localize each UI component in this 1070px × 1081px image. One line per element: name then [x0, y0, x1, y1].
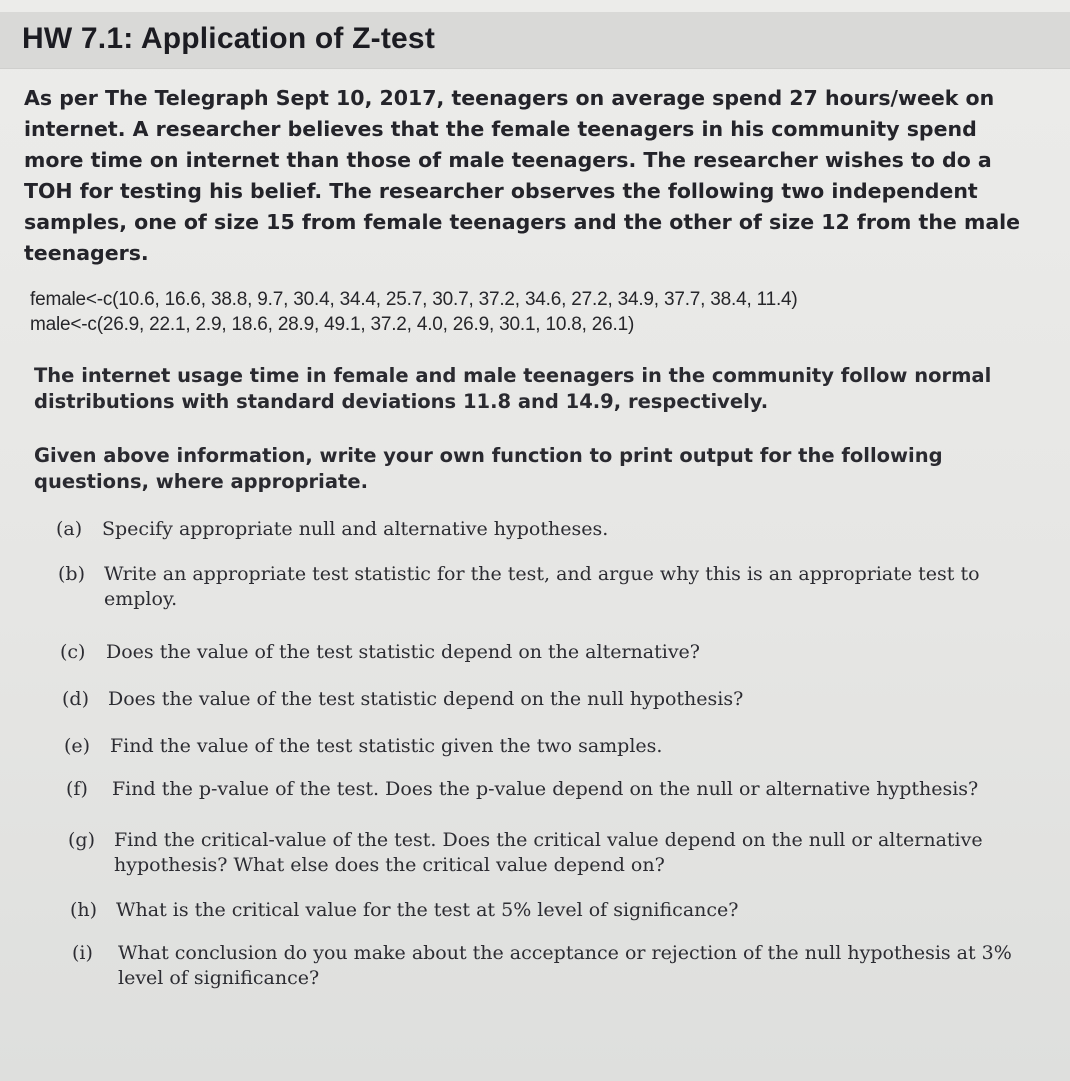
question-b [58, 562, 1030, 612]
question-text: Specify appropriate null and alternative hypotheses. [102, 518, 609, 540]
question-text: Find the value of the test statistic given the two samples. [110, 735, 663, 757]
page-title: HW 7.1: Application of Z-test [22, 22, 436, 55]
question-g [68, 828, 1030, 878]
question-text: Does the value of the test statistic depend on the alternative? [106, 641, 700, 663]
question-list [22, 517, 1030, 991]
question-letter: (c) [60, 641, 86, 663]
problem-intro: As per The Telegraph Sept 10, 2017, teenagers on average spend 27 hours/week on internet. A researcher believes that the female teenagers in his community spend more time on internet than those of male teenagers. The researcher wishes to do a TOH for testing his belief. The researcher observes the following two independent samples, one of size 15 from female teenagers and the other of size 12 from the male teenagers. [24, 86, 1021, 265]
distribution-note: The internet usage time in female and male teenagers in the community follow normal distributions with standard deviations 11.8 and 14.9, respectively. [34, 364, 992, 413]
question-f [66, 777, 1030, 802]
question-text: Does the value of the test statistic depend on the null hypothesis? [108, 688, 744, 710]
question-text: Write an appropriate test statistic for the test, and argue why this is an appropriate test to employ. [104, 563, 980, 610]
question-text: Find the critical-value of the test. Does the critical value depend on the null or alternative hypothesis? What else does the critical value depend on? [114, 829, 983, 876]
question-letter: (d) [62, 688, 89, 710]
question-letter: (i) [72, 942, 93, 964]
male-sample-code: male<-c(26.9, 22.1, 2.9, 18.6, 28.9, 49.1, 37.2, 4.0, 26.9, 30.1, 10.8, 26.1) [30, 314, 635, 335]
question-letter: (a) [56, 518, 83, 540]
question-d [62, 687, 1030, 712]
question-letter: (g) [68, 829, 95, 851]
title-bar [0, 12, 1070, 69]
question-a [56, 517, 1030, 542]
question-h [70, 898, 1030, 923]
code-block [30, 287, 1030, 337]
question-letter: (f) [66, 778, 88, 800]
question-text: Find the p-value of the test. Does the p-value depend on the null or alternative hypthesis? [112, 778, 979, 800]
question-letter: (e) [64, 735, 91, 757]
question-letter: (b) [58, 563, 85, 585]
instructions: Given above information, write your own function to print output for the following questions, where appropriate. [34, 444, 943, 493]
female-sample-code: female<-c(10.6, 16.6, 38.8, 9.7, 30.4, 34.4, 25.7, 30.7, 37.2, 34.6, 27.2, 34.9, 37.7, 38.4, 11.4) [30, 289, 798, 310]
question-c [60, 640, 1030, 665]
question-text: What is the critical value for the test at 5% level of significance? [116, 899, 739, 921]
question-letter: (h) [70, 899, 98, 921]
question-text: What conclusion do you make about the acceptance or rejection of the null hypothesis at 3% level of significance? [118, 942, 1012, 989]
question-i [72, 941, 1030, 991]
question-e [64, 734, 1030, 759]
